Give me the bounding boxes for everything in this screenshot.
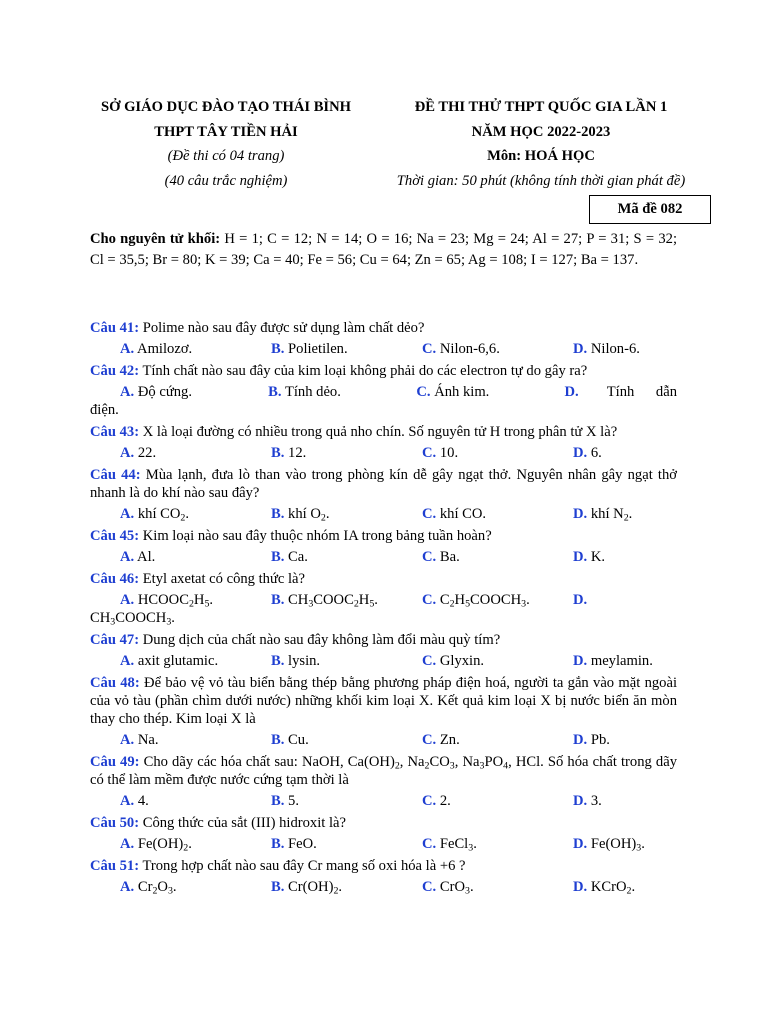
option-text: khí $O_2$. <box>284 506 330 524</box>
option-text: Nilon-6. <box>587 341 640 357</box>
option-letter: A. <box>120 445 135 461</box>
option-text: khí $N_2$. <box>587 506 633 524</box>
question-text: Etyl axetat có công thức là? <box>142 571 306 587</box>
answer-option-b[interactable] <box>271 835 422 853</box>
question-text: Tính chất nào sau đây của kim loại không phải do các electron tự do gây ra? <box>142 363 588 379</box>
question-stem <box>90 674 677 728</box>
answer-option-c[interactable] <box>422 591 573 609</box>
option-text: K. <box>587 549 606 565</box>
question-stem <box>90 631 677 649</box>
option-letter: D. <box>573 549 588 565</box>
answer-option-b[interactable] <box>271 505 422 523</box>
answer-option-d[interactable] <box>565 383 678 401</box>
option-text: $CH_3COOC_2H_5$. <box>284 592 378 610</box>
answer-options <box>90 792 677 810</box>
option-text: $Cr_2O_3$. <box>134 879 177 897</box>
option-text: 10. <box>436 445 459 461</box>
option-text: $Fe(OH)_3$. <box>587 836 645 854</box>
option-text: Ca. <box>284 549 308 565</box>
question-list <box>90 315 677 896</box>
page-count-note: (Đề thi có 04 trang) <box>167 148 285 164</box>
option-letter: D. <box>573 341 588 357</box>
option-text: FeO. <box>284 836 317 852</box>
option-letter: B. <box>271 653 285 669</box>
answer-option-b[interactable] <box>271 591 422 609</box>
option-letter: D. <box>573 445 588 461</box>
answer-options <box>90 835 677 853</box>
question-text: Mùa lạnh, đưa lò than vào trong phòng kín dễ gây ngạt thở. Nguyên nhân gây ngạt thở nhanh là do khí nào sau đây? <box>90 467 678 501</box>
question-text: Công thức của sắt (III) hidroxit là? <box>142 815 346 831</box>
answer-option-b[interactable] <box>271 548 422 566</box>
answer-option-c[interactable] <box>422 792 573 810</box>
answer-option-a[interactable] <box>120 591 271 609</box>
atomic-masses <box>90 229 677 271</box>
option-letter: B. <box>271 341 285 357</box>
option-continuation: điện. <box>90 402 119 418</box>
option-letter: C. <box>422 506 437 522</box>
answer-options <box>90 548 677 566</box>
question-number: Câu 47: <box>90 632 140 648</box>
answer-option-d[interactable] <box>573 878 635 896</box>
option-text: axit glutamic. <box>134 653 219 669</box>
answer-option-d[interactable] <box>573 652 653 670</box>
answer-options <box>90 505 677 523</box>
option-text: Cu. <box>284 732 309 748</box>
answer-option-d[interactable] <box>573 340 640 358</box>
question-count-note: (40 câu trắc nghiệm) <box>164 172 288 189</box>
option-text: Ánh kim. <box>430 384 490 400</box>
answer-option-a[interactable] <box>120 652 271 670</box>
answer-option-c[interactable] <box>422 835 573 853</box>
option-letter: D. <box>573 732 588 748</box>
answer-option-d[interactable] <box>573 444 602 462</box>
option-text: lysin. <box>284 653 321 669</box>
option-letter: C. <box>422 836 437 852</box>
question-stem <box>90 319 677 337</box>
option-letter: D. <box>573 592 588 608</box>
question-text: Dung dịch của chất nào sau đây không làm đổi màu quỳ tím? <box>142 632 501 648</box>
question-text: Trong hợp chất nào sau đây Cr mang số oxi hóa là +6 ? <box>142 858 466 874</box>
question-text: X là loại đường có nhiều trong quả nho chín. Số nguyên tử H trong phân tử X là? <box>142 424 618 440</box>
question-stem <box>90 857 677 875</box>
question-stem <box>90 570 677 588</box>
option-letter: A. <box>120 793 135 809</box>
answer-option-b[interactable] <box>271 652 422 670</box>
school-block <box>80 95 372 193</box>
answer-options <box>90 383 677 401</box>
answer-option-a[interactable] <box>120 505 271 523</box>
option-text: $HCOOC_2H_5$. <box>134 592 214 610</box>
question-text: Polime nào sau đây được sử dụng làm chất dẻo? <box>142 320 425 336</box>
option-text: $Fe(OH)_2$. <box>134 836 192 854</box>
answer-option-b[interactable] <box>271 731 422 749</box>
option-letter: C. <box>422 592 437 608</box>
option-letter: B. <box>271 879 285 895</box>
option-letter: A. <box>120 549 135 565</box>
option-text: KCrO$_2$. <box>587 879 636 897</box>
option-text: khí $CO_2$. <box>134 506 190 524</box>
atomic-masses-label: Cho nguyên tử khối: <box>90 231 221 247</box>
option-text: Tính dẻo. <box>281 384 341 400</box>
answer-option-a[interactable] <box>120 792 271 810</box>
option-text: 5. <box>284 793 299 809</box>
option-text: $Cr(OH)_2$. <box>284 879 343 897</box>
answer-option-c[interactable] <box>422 505 573 523</box>
option-text: Na. <box>134 732 159 748</box>
option-letter: A. <box>120 592 135 608</box>
option-letter: B. <box>271 445 285 461</box>
option-letter: B. <box>271 793 285 809</box>
department-name: SỞ GIÁO DỤC ĐÀO TẠO THÁI BÌNH <box>100 99 352 115</box>
answer-option-d[interactable] <box>573 591 587 609</box>
option-text: meylamin. <box>587 653 653 669</box>
question-number: Câu 42: <box>90 363 140 379</box>
option-letter: A. <box>120 879 135 895</box>
answer-options <box>90 340 677 358</box>
exam-title: ĐỀ THI THỬ THPT QUỐC GIA LẦN 1 <box>414 99 668 115</box>
answer-option-d[interactable] <box>573 505 632 523</box>
answer-option-a[interactable] <box>120 731 271 749</box>
option-text: Nilon-6,6. <box>436 341 500 357</box>
option-text: Ba. <box>436 549 460 565</box>
option-letter: B. <box>271 549 285 565</box>
answer-options <box>90 731 677 749</box>
question-text: Để bảo vệ vỏ tàu biển bằng thép bằng phương pháp điện hoá, người ta gắn vào mặt ngoài của vỏ tàu (phần chìm dưới nước) những khối kim loại X. Kết quả kim loại X bị nước biển ăn mòn thay cho thép. Kim loại X là <box>90 675 678 727</box>
option-letter: D. <box>573 836 588 852</box>
answer-options <box>90 444 677 462</box>
option-letter: A. <box>120 836 135 852</box>
time-limit: Thời gian: 50 phút (không tính thời gian phát đề) <box>396 172 686 189</box>
option-letter: B. <box>271 732 285 748</box>
question-stem <box>90 527 677 545</box>
option-letter: C. <box>416 384 431 400</box>
answer-option-c[interactable] <box>422 731 573 749</box>
exam-code-box: Mã đề 082 <box>589 195 711 224</box>
question-number: Câu 50: <box>90 815 140 831</box>
question-stem <box>90 466 677 502</box>
option-letter: A. <box>120 506 135 522</box>
option-text: 12. <box>284 445 307 461</box>
answer-options <box>90 652 677 670</box>
option-text: Amilozơ. <box>134 341 193 357</box>
answer-option-d[interactable] <box>573 835 645 853</box>
answer-option-c[interactable] <box>422 878 573 896</box>
option-text: Tính dẫn <box>606 384 678 400</box>
option-letter: B. <box>271 836 285 852</box>
question-stem <box>90 423 677 441</box>
answer-option-a[interactable] <box>120 340 271 358</box>
option-letter: D. <box>573 793 588 809</box>
answer-option-b[interactable] <box>271 340 422 358</box>
option-letter: D. <box>573 506 588 522</box>
atomic-masses-text: H = 1; C = 12; N = 14; O = 16; Na = 23; Mg = 24; Al = 27; P = 31; S = 32; Cl = 35,5; Br = 80; K = 39; Ca = 40; Fe = 56; Cu = 64; Zn = 65; Ag = 108; I = 127; Ba = 137. <box>90 231 677 268</box>
option-letter: A. <box>120 341 135 357</box>
school-year: NĂM HỌC 2022-2023 <box>471 123 611 140</box>
question-stem <box>90 814 677 832</box>
option-text: CrO$_3$. <box>436 879 474 897</box>
option-letter: C. <box>422 549 437 565</box>
option-letter: B. <box>271 506 285 522</box>
option-letter: D. <box>564 384 579 400</box>
question-number: Câu 45: <box>90 528 140 544</box>
option-text: 3. <box>587 793 602 809</box>
question-number: Câu 41: <box>90 320 140 336</box>
option-letter: A. <box>120 384 135 400</box>
option-letter: C. <box>422 879 437 895</box>
answer-option-a[interactable] <box>120 444 271 462</box>
option-letter: C. <box>422 341 437 357</box>
exam-header <box>80 95 710 193</box>
question-number: Câu 43: <box>90 424 140 440</box>
answer-option-c[interactable] <box>422 340 573 358</box>
option-text: khí CO. <box>436 506 487 522</box>
answer-option-b[interactable] <box>271 792 422 810</box>
exam-info-block <box>372 95 710 193</box>
question-number: Câu 49: <box>90 754 140 770</box>
option-letter: A. <box>120 653 135 669</box>
option-letter: D. <box>573 653 588 669</box>
school-name: THPT TÂY TIỀN HẢI <box>154 123 298 140</box>
answer-option-a[interactable] <box>120 548 271 566</box>
option-letter: D. <box>573 879 588 895</box>
answer-option-a[interactable] <box>120 835 271 853</box>
option-text: Glyxin. <box>436 653 485 669</box>
question-text: Kim loại nào sau đây thuộc nhóm IA trong bảng tuần hoàn? <box>142 528 492 544</box>
answer-option-d[interactable] <box>573 792 602 810</box>
option-text: Zn. <box>436 732 460 748</box>
option-letter: C. <box>422 793 437 809</box>
option-text: 22. <box>134 445 157 461</box>
answer-options <box>90 591 677 609</box>
option-letter: C. <box>422 732 437 748</box>
option-letter: C. <box>422 445 437 461</box>
answer-option-a[interactable] <box>120 383 268 401</box>
option-text: Al. <box>134 549 156 565</box>
option-text: 2. <box>436 793 451 809</box>
answer-options <box>90 878 677 896</box>
question-text: Cho dãy các hóa chất sau: NaOH, $Ca(OH)_2$, $Na_2CO_3$, $Na_3PO_4$, HCl. Số hóa chất trong dãy có thể làm mềm được nước cứng tạm thời là <box>90 754 677 788</box>
answer-option-d[interactable] <box>573 548 605 566</box>
option-text: Pb. <box>587 732 610 748</box>
subject: Môn: HOÁ HỌC <box>487 148 595 164</box>
option-continuation: $CH_3COOCH_3$. <box>90 610 175 628</box>
answer-option-d[interactable] <box>573 731 610 749</box>
answer-option-b[interactable] <box>271 878 422 896</box>
option-text: 4. <box>134 793 149 809</box>
option-text: 6. <box>587 445 602 461</box>
answer-option-c[interactable] <box>422 444 573 462</box>
option-letter: B. <box>268 384 282 400</box>
answer-option-a[interactable] <box>120 878 271 896</box>
option-letter: C. <box>422 653 437 669</box>
question-number: Câu 44: <box>90 467 141 483</box>
question-number: Câu 51: <box>90 858 140 874</box>
question-number: Câu 46: <box>90 571 140 587</box>
answer-option-c[interactable] <box>422 652 573 670</box>
answer-option-b[interactable] <box>268 383 416 401</box>
question-stem <box>90 362 677 380</box>
option-text: $C_2H_5COOCH_3$. <box>436 592 530 610</box>
option-letter: A. <box>120 732 135 748</box>
answer-option-c[interactable] <box>416 383 564 401</box>
answer-option-b[interactable] <box>271 444 422 462</box>
option-letter: B. <box>271 592 285 608</box>
option-text: Polietilen. <box>284 341 348 357</box>
question-stem <box>90 753 677 789</box>
option-text: Độ cứng. <box>134 384 192 400</box>
question-number: Câu 48: <box>90 675 140 691</box>
answer-option-c[interactable] <box>422 548 573 566</box>
option-text: FeCl$_3$. <box>436 836 477 854</box>
